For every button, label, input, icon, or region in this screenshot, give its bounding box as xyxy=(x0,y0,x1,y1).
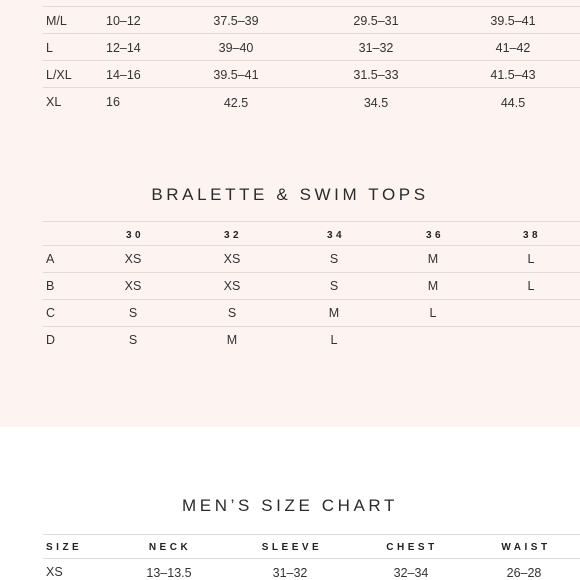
size-cell: M xyxy=(427,279,439,293)
hips-cell: 39.5–41 xyxy=(490,14,536,28)
table-rule xyxy=(43,60,580,61)
us-size-cell: 10–12 xyxy=(106,14,141,28)
us-size-cell: 14–16 xyxy=(106,68,141,82)
size-cell: M/L xyxy=(46,14,67,28)
table-rule xyxy=(43,272,580,273)
size-cell: S xyxy=(227,306,237,320)
sleeve-cell: 31–32 xyxy=(272,566,308,580)
waist-cell: 26–28 xyxy=(506,566,542,580)
us-size-cell: 16 xyxy=(106,95,120,109)
hips-cell: 41.5–43 xyxy=(490,68,536,82)
size-cell: S xyxy=(128,333,138,347)
band-30-header: 30 xyxy=(125,230,145,241)
table-rule xyxy=(43,221,580,222)
us-size-cell: 12–14 xyxy=(106,41,141,55)
table-rule xyxy=(43,299,580,300)
cup-cell: C xyxy=(46,306,56,320)
bust-cell: 39–40 xyxy=(218,41,254,55)
size-cell: L/XL xyxy=(46,68,72,82)
hips-cell: 41–42 xyxy=(495,41,531,55)
band-36-header: 36 xyxy=(425,230,445,241)
band-34-header: 34 xyxy=(326,230,346,241)
size-cell: S xyxy=(128,306,138,320)
cup-cell: D xyxy=(46,333,56,347)
size-header: SIZE xyxy=(46,542,83,553)
size-cell: XS xyxy=(223,279,241,293)
neck-cell: 13–13.5 xyxy=(146,566,192,580)
chest-header: CHEST xyxy=(386,542,438,553)
waist-cell: 34.5 xyxy=(363,96,389,110)
cup-cell: A xyxy=(46,252,55,266)
size-cell: XS xyxy=(46,565,63,579)
waist-cell: 31.5–33 xyxy=(353,68,399,82)
table-rule xyxy=(43,6,580,7)
cup-cell: B xyxy=(46,279,55,293)
neck-header: NECK xyxy=(148,542,192,553)
band-32-header: 32 xyxy=(223,230,243,241)
size-cell: XS xyxy=(124,252,142,266)
bralette-title: BRALETTE & SWIM TOPS xyxy=(151,185,429,204)
chest-cell: 32–34 xyxy=(393,566,429,580)
size-cell: XS xyxy=(124,279,142,293)
size-cell: M xyxy=(427,252,439,266)
bust-cell: 42.5 xyxy=(223,96,249,110)
size-cell: XS xyxy=(223,252,241,266)
waist-cell: 31–32 xyxy=(358,41,394,55)
size-cell: L xyxy=(429,306,437,320)
table-rule xyxy=(43,534,580,535)
hips-cell: 44.5 xyxy=(500,96,526,110)
table-rule xyxy=(43,245,580,246)
size-cell: L xyxy=(527,252,535,266)
table-rule xyxy=(43,326,580,327)
size-cell: S xyxy=(329,279,339,293)
size-cell: S xyxy=(329,252,339,266)
size-cell: M xyxy=(328,306,340,320)
waist-header: WAIST xyxy=(501,542,551,553)
size-cell: L xyxy=(330,333,338,347)
table-rule xyxy=(43,558,580,559)
size-cell: L xyxy=(527,279,535,293)
size-cell: L xyxy=(46,41,53,55)
waist-cell: 29.5–31 xyxy=(353,14,399,28)
sleeve-header: SLEEVE xyxy=(261,542,323,553)
size-cell: XL xyxy=(46,95,62,109)
table-rule xyxy=(43,87,580,88)
bust-cell: 37.5–39 xyxy=(213,14,259,28)
band-38-header: 38 xyxy=(522,230,542,241)
bust-cell: 39.5–41 xyxy=(213,68,259,82)
table-rule xyxy=(43,33,580,34)
size-cell: M xyxy=(226,333,238,347)
mens-size-chart-title: MEN’S SIZE CHART xyxy=(182,496,398,515)
